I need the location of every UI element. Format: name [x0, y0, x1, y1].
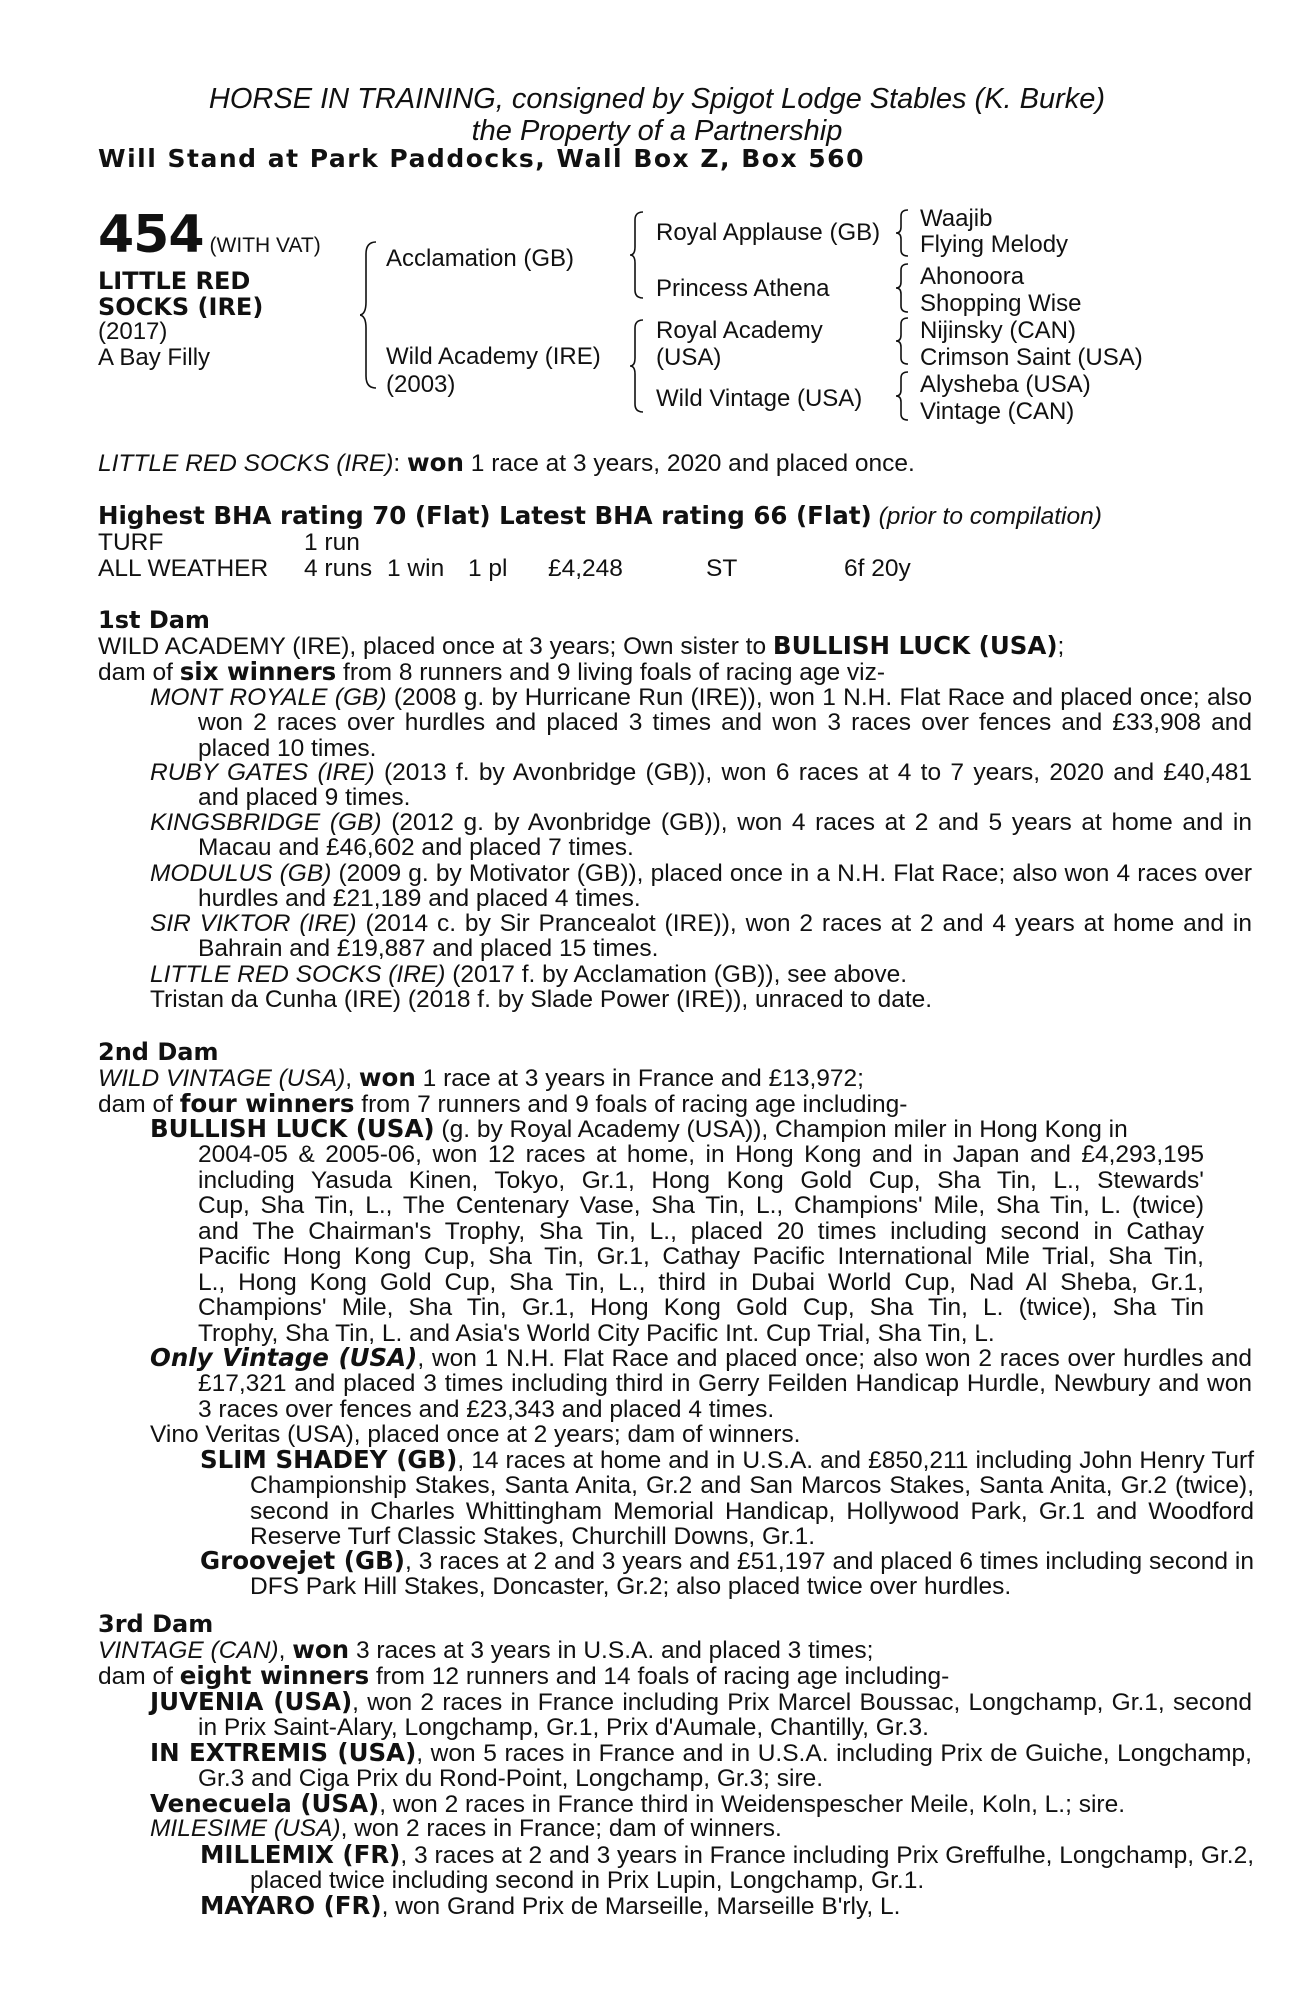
summary-text: 1 race at 3 years, 2020 and placed once. — [470, 450, 915, 477]
produce-entry-1: MONT ROYALE (GB) (2008 g. by Hurricane Run (IRE)), won 1 N.H. Flat Race and placed once; also won 2 races over hurdles and placed 3 times and won 3 races over fences and £33,908 and placed 10 times. — [150, 684, 1252, 762]
pedigree-brace-g3 — [896, 316, 910, 366]
lot-number-block — [98, 205, 321, 265]
dam-name: Wild Academy (IRE) — [386, 343, 601, 370]
ancestor-7: Alysheba (USA) — [920, 371, 1091, 398]
consignor-line: HORSE IN TRAINING, consigned by Spigot Lodge Stables (K. Burke) — [208, 83, 1106, 115]
slim-shadey-entry: SLIM SHADEY (GB), 14 races at home and in U.S.A. and £850,211 including John Henry Turf Championship Stakes, Santa Anita, Gr.2 and San Marcos Stakes, Santa Anita, Gr.2 (twice), second in Charles Whittingham Memorial Handicap, Hollywood Park, Gr.1 and Woodford Reserve Turf Classic Stakes, Churchill Downs, Gr.1. — [200, 1445, 1254, 1551]
venecuela-entry: Venecuela (USA), won 2 races in France third in Weidenspescher Meile, Koln, L.; sire. — [150, 1789, 1126, 1818]
turf-runs: 1 run — [304, 529, 360, 556]
third-dam-section — [98, 1612, 1202, 1690]
bullish-luck-entry: BULLISH LUCK (USA) (g. by Royal Academy (USA)), Champion miler in Hong Kong in 2004-05 & 2005-06, won 12 races at home, in Hong Kong and in Japan and £4,293,195 including Yasuda Kinen, Tokyo, Gr.1, Hong Kong Gold Cup, Sha Tin, L., Stewards' Cup, Sha Tin, L., The Centenary Vase, Sha Tin, L., Champions' Mile, Sha Tin, L. (twice) and The Chairman's Trophy, Sha Tin, L., placed 20 times including second in Cathay Pacific Hong Kong Cup, Sha Tin, Gr.1, Cathay Pacific International Mile Trial, Sha Tin, L., Hong Kong Gold Cup, Sha Tin, L., third in Dubai World Cup, Nad Al Sheba, Gr.1, Champions' Mile, Sha Tin, Gr.1, Hong Kong Gold Cup, Sha Tin, L. (twice), Sha Tin Trophy, Sha Tin, L. and Asia's World City Pacific Int. Cup Trial, Sha Tin, L. — [150, 1114, 1204, 1347]
produce-entry-3: KINGSBRIDGE (GB) (2012 g. by Avonbridge (GB)), won 4 races at 2 and 5 years at home and in Macau and £46,602 and placed 7 times. — [150, 809, 1252, 862]
dam-year: (2003) — [386, 371, 456, 398]
produce-entry-5: SIR VIKTOR (IRE) (2014 c. by Sir Prancealot (IRE)), won 2 races at 2 and 4 years at home and in Bahrain and £19,887 and placed 15 times. — [150, 910, 1252, 963]
race-summary: LITTLE RED SOCKS (IRE): won 1 race at 3 years, 2020 and placed once. — [98, 448, 915, 477]
aw-placed: 1 pl — [468, 555, 508, 582]
aw-runs: 4 runs — [304, 555, 373, 582]
horse-name-line2: SOCKS (IRE) — [98, 293, 264, 322]
foaling-year: (2017) — [98, 318, 168, 345]
horse-description: A Bay Filly — [98, 344, 211, 371]
only-vintage-entry: Only Vintage (USA), won 1 N.H. Flat Race and placed once; also won 2 races over hurdles and £17,321 and placed 3 times including third in Gerry Feilden Handicap Hurdle, Newbury and won 3 races over fences and £23,343 and placed 4 times. — [150, 1343, 1252, 1423]
pedigree-brace-g1 — [896, 208, 910, 258]
vat-note: (WITH VAT) — [209, 234, 321, 257]
third-dam-heading: 3rd Dam — [98, 1610, 214, 1638]
bha-ratings: Highest BHA rating 70 (Flat) Latest BHA rating 66 (Flat) — [98, 501, 872, 530]
third-dam-intro: VINTAGE (CAN), won 3 races at 3 years in U.S.A. and placed 3 times; — [98, 1634, 874, 1664]
second-dam-produce-summary: dam of four winners from 7 runners and 9 foals of racing age including- — [98, 1089, 908, 1119]
granddam-maternal: Wild Vintage (USA) — [656, 385, 863, 412]
lot-number: 454 — [98, 205, 204, 265]
aw-label: ALL WEATHER — [98, 555, 269, 582]
second-dam-section — [98, 1040, 1202, 1118]
ancestor-1: Waajib — [920, 205, 993, 232]
rating-line — [98, 503, 1202, 529]
stand-location: Will Stand at Park Paddocks, Wall Box Z, Box 560 — [98, 144, 865, 173]
third-dam-produce-summary: dam of eight winners from 12 runners and 14 foals of racing age including- — [98, 1661, 950, 1691]
aw-earnings: £4,248 — [548, 555, 623, 582]
ancestor-5: Nijinsky (CAN) — [920, 317, 1076, 344]
second-dam-intro: WILD VINTAGE (USA), won 1 race at 3 years in France and £13,972; — [98, 1062, 864, 1092]
turf-label: TURF — [98, 529, 164, 556]
produce-entry-4: MODULUS (GB) (2009 g. by Motivator (GB)), placed once in a N.H. Flat Race; also won 4 races over hurdles and £21,189 and placed 4 times. — [150, 860, 1252, 913]
grandsire-maternal-line1: Royal Academy — [656, 317, 823, 344]
bullish-luck-name: BULLISH LUCK (USA) — [150, 1114, 435, 1143]
ancestor-8: Vintage (CAN) — [920, 398, 1075, 425]
ancestor-4: Shopping Wise — [920, 290, 1082, 317]
summary-horse-name: LITTLE RED SOCKS (IRE) — [98, 450, 394, 477]
juvenia-entry: JUVENIA (USA), won 2 races in France including Prix Marcel Boussac, Longchamp, Gr.1, second in Prix Saint-Alary, Longchamp, Gr.1, Prix d'Aumale, Chantilly, Gr.3. — [150, 1687, 1252, 1742]
aw-wins: 1 win — [387, 555, 445, 582]
aw-course: ST — [706, 555, 738, 582]
groovejet-entry: Groovejet (GB), 3 races at 2 and 3 years and £51,197 and placed 6 times including second in DFS Park Hill Stakes, Doncaster, Gr.2; also placed twice over hurdles. — [200, 1546, 1254, 1601]
second-dam-heading: 2nd Dam — [98, 1038, 219, 1066]
first-dam-section — [98, 608, 1202, 686]
pedigree-brace-main — [360, 240, 380, 390]
ancestor-3: Ahonoora — [920, 263, 1025, 290]
pedigree-brace-dam — [630, 318, 646, 414]
pedigree-brace-g2 — [896, 262, 910, 314]
ownership-line: the Property of a Partnership — [471, 115, 843, 147]
granddam-paternal: Princess Athena — [656, 275, 830, 302]
vino-veritas-entry: Vino Veritas (USA), placed once at 2 years; dam of winners. — [150, 1421, 801, 1448]
summary-won: won — [407, 448, 464, 477]
horse-name-line1: LITTLE RED — [98, 267, 251, 295]
rating-note: (prior to compilation) — [878, 503, 1102, 530]
first-dam-sibling: BULLISH LUCK (USA) — [772, 630, 1058, 660]
pedigree-brace-sire — [630, 210, 646, 300]
produce-entry-2: RUBY GATES (IRE) (2013 f. by Avonbridge (GB)), won 6 races at 4 to 7 years, 2020 and £40,481 and placed 9 times. — [150, 759, 1252, 812]
produce-entry-6: LITTLE RED SOCKS (IRE) (2017 f. by Acclamation (GB)), see above. — [150, 961, 908, 988]
mayaro-entry: MAYARO (FR), won Grand Prix de Marseille, Marseille B'rly, L. — [200, 1891, 901, 1920]
grandsire-paternal: Royal Applause (GB) — [656, 219, 881, 246]
first-dam-heading: 1st Dam — [98, 606, 210, 634]
produce-entry-7: Tristan da Cunha (IRE) (2018 f. by Slade Power (IRE)), unraced to date. — [150, 986, 933, 1013]
milesime-entry: MILESIME (USA), won 2 races in France; dam of winners. — [150, 1815, 782, 1842]
pedigree-brace-g4 — [896, 370, 910, 422]
first-dam-intro: WILD ACADEMY (IRE), placed once at 3 years; Own sister to BULLISH LUCK (USA); — [98, 630, 1065, 660]
aw-distance: 6f 20y — [844, 555, 911, 582]
horse-name — [98, 268, 328, 321]
in-extremis-entry: IN EXTREMIS (USA), won 5 races in France and in U.S.A. including Prix de Guiche, Longchamp, Gr.3 and Ciga Prix du Rond-Point, Longchamp, Gr.3; sire. — [150, 1738, 1252, 1793]
ancestor-6: Crimson Saint (USA) — [920, 344, 1143, 371]
millemix-entry: MILLEMIX (FR), 3 races at 2 and 3 years in France including Prix Greffulhe, Longchamp, Gr.2, placed twice including second in Prix Lupin, Longchamp, Gr.1. — [200, 1840, 1255, 1895]
ancestor-2: Flying Melody — [920, 231, 1069, 258]
grandsire-maternal-line2: (USA) — [656, 344, 722, 371]
first-dam-produce-summary: dam of six winners from 8 runners and 9 living foals of racing age viz- — [98, 657, 886, 687]
sire-name: Acclamation (GB) — [386, 245, 575, 272]
